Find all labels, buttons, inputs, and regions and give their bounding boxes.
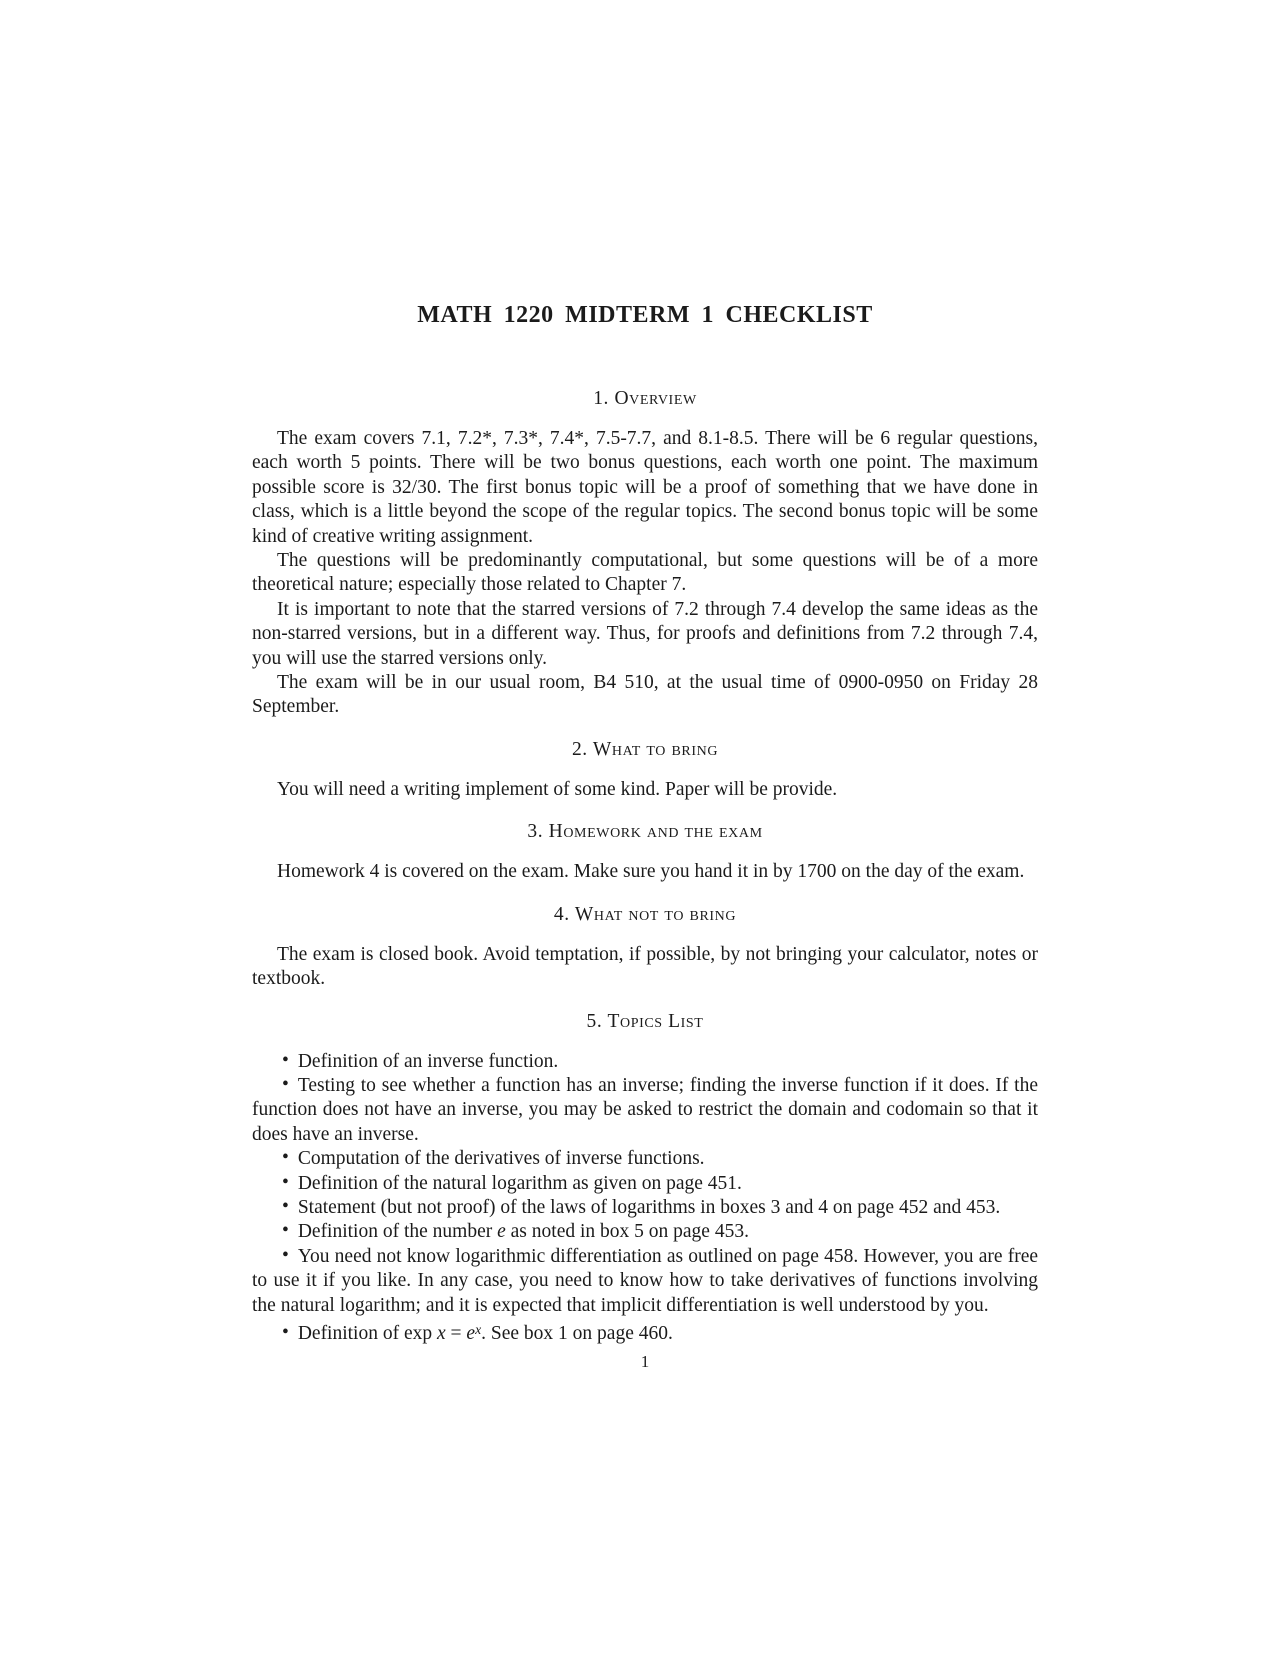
list-item-text: Computation of the derivatives of inverse functions. [297,1148,705,1170]
bullet-icon: • [282,1220,289,1242]
list-item [252,1147,1038,1171]
bullet-icon: • [282,1321,289,1343]
paragraph: The exam is closed book. Avoid temptation, if possible, by not bringing your calculator, notes or textbook. [252,943,1038,990]
paragraph: The questions will be predominantly computational, but some questions will be of a more theoretical nature; especially those related to Chapter 7. [252,550,1038,596]
section-heading-what-not-to-bring: 4. What not to bring [553,903,737,925]
section-heading-what-to-bring: 2. What to bring [571,738,719,760]
list-item-text: Statement (but not proof) of the laws of logarithms in boxes 3 and 4 on page 452 and 453. [297,1196,1001,1218]
list-item [252,1074,1038,1147]
bullet-icon: • [282,1073,289,1095]
paragraph: The exam will be in our usual room, B4 510, at the usual time of 0900-0950 on Friday 28 September. [252,672,1038,718]
math-superscript-x: x [475,1321,482,1337]
bullet-icon: • [282,1049,289,1071]
list-item [252,1318,1038,1346]
list-item-text: Testing to see whether a function has an inverse; finding the inverse function if it does. If the function does not have an inverse, you may be asked to restrict the domain and codomain so that it does have an inverse. [252,1074,1038,1145]
bullet-icon: • [282,1171,289,1193]
paragraph: You will need a writing implement of some kind. Paper will be provide. [277,778,838,800]
list-item [252,1220,1038,1244]
bullet-icon: • [282,1147,289,1169]
list-item-text: . See box 1 on page 460. [481,1322,673,1344]
math-base-e: e [466,1322,476,1344]
bullet-icon: • [282,1244,289,1266]
section-what-not-to-bring [252,902,1038,992]
section-topics-list [252,1009,1038,1347]
text-block [252,0,1038,1372]
list-item-text: Definition of exp [297,1322,438,1344]
section-heading-topics-list: 5. Topics List [586,1010,704,1032]
page-title: MATH 1220 MIDTERM 1 CHECKLIST [417,302,873,328]
list-item-text: as noted in box 5 on page 453. [505,1221,749,1243]
math-variable-e: e [497,1221,506,1243]
list-item [252,1245,1038,1318]
math-equals: = [445,1322,467,1344]
page-number: 1 [640,1352,650,1372]
list-item-text: Definition of the number [297,1221,498,1243]
paragraph: It is important to note that the starred versions of 7.2 through 7.4 develop the same ideas as the non-starred versions, but in a different way. Thus, for proofs and definitions from 7.2 through 7.4, you will use the starred versions only. [252,598,1038,669]
section-overview [252,386,1038,720]
paragraph: The exam covers 7.1, 7.2*, 7.3*, 7.4*, 7.5-7.7, and 8.1-8.5. There will be 6 regular questions, each worth 5 points. There will be two bonus questions, each worth one point. The maximum possible score is 32/30. The first bonus topic will be a proof of something that we have done in class, which is a little beyond the scope of the regular topics. The second bonus topic will be some kind of creative writing assignment. [252,428,1038,547]
section-heading-homework-and-exam: 3. Homework and the exam [527,821,763,843]
section-heading-overview: 1. Overview [593,388,697,409]
math-variable-x: x [437,1322,446,1344]
list-item-text: You need not know logarithmic differentiation as outlined on page 458. However, you are free to use it if you like. In any case, you need to know how to take derivatives of functions involving the natural logarithm; and it is expected that implicit differentiation is well understood by you. [252,1245,1038,1316]
list-item [252,1050,1038,1074]
bullet-icon: • [282,1195,289,1217]
list-item [252,1196,1038,1220]
paragraph: Homework 4 is covered on the exam. Make sure you hand it in by 1700 on the day of the exam. [277,861,1025,883]
section-what-to-bring [252,737,1038,802]
list-item [252,1172,1038,1196]
section-homework-and-exam [252,819,1038,884]
list-item-text: Definition of an inverse function. [297,1050,559,1072]
list-item-text: Definition of the natural logarithm as given on page 451. [297,1172,742,1194]
